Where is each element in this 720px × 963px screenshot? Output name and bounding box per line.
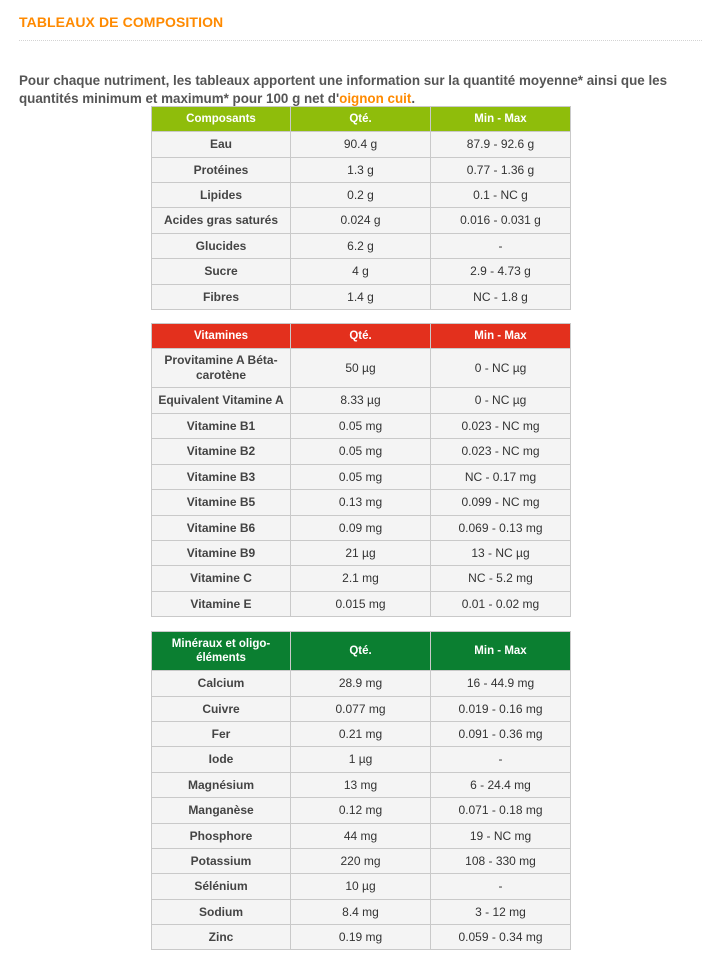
table-row (152, 925, 571, 950)
nutrient-name: Glucides (152, 234, 291, 259)
nutrient-min-max: 19 - NC mg (431, 824, 571, 849)
table-row (152, 541, 571, 566)
section-title: TABLEAUX DE COMPOSITION (19, 14, 224, 30)
nutrient-min-max: 0.023 - NC mg (431, 439, 571, 465)
table-row (152, 208, 571, 234)
nutrient-min-max: 2.9 - 4.73 g (431, 259, 571, 285)
nutrient-name: Vitamine E (152, 592, 291, 617)
nutrient-qty: 28.9 mg (291, 671, 431, 697)
table-row (152, 158, 571, 183)
table-row (152, 414, 571, 439)
table-row (152, 849, 571, 874)
nutrient-name: Vitamine B3 (152, 465, 291, 490)
composants-table (151, 106, 571, 310)
nutrient-qty: 44 mg (291, 824, 431, 849)
nutrient-min-max: 0 - NC µg (431, 349, 571, 388)
header-min-max: Min - Max (431, 107, 571, 132)
header-mineraux: Minéraux et oligo-éléments (152, 632, 291, 671)
table-row (152, 722, 571, 747)
nutrient-name: Vitamine B2 (152, 439, 291, 465)
table-row (152, 516, 571, 541)
nutrient-name: Vitamine B5 (152, 490, 291, 516)
table-row (152, 285, 571, 310)
table-row (152, 671, 571, 697)
title-divider (19, 40, 702, 41)
food-link[interactable]: oignon cuit (339, 91, 412, 107)
nutrient-name: Eau (152, 132, 291, 158)
nutrient-name: Vitamine C (152, 566, 291, 592)
nutrient-name: Manganèse (152, 798, 291, 824)
table-row (152, 900, 571, 925)
table-row (152, 132, 571, 158)
nutrient-min-max: 0.019 - 0.16 mg (431, 697, 571, 722)
nutrient-name: Sélénium (152, 874, 291, 900)
vitamines-table (151, 323, 571, 617)
nutrient-name: Sucre (152, 259, 291, 285)
header-min-max: Min - Max (431, 632, 571, 671)
nutrient-min-max: - (431, 234, 571, 259)
table-row (152, 697, 571, 722)
nutrient-name: Phosphore (152, 824, 291, 849)
table-header-row (152, 107, 571, 132)
table-row (152, 747, 571, 773)
table-row (152, 773, 571, 798)
mineraux-table (151, 631, 571, 950)
nutrient-min-max: 13 - NC µg (431, 541, 571, 566)
nutrient-qty: 4 g (291, 259, 431, 285)
nutrient-name: Vitamine B6 (152, 516, 291, 541)
nutrient-name: Lipides (152, 183, 291, 208)
nutrient-qty: 0.05 mg (291, 414, 431, 439)
nutrient-name: Provitamine A Béta-carotène (152, 349, 291, 388)
nutrient-qty: 0.13 mg (291, 490, 431, 516)
nutrient-min-max: NC - 5.2 mg (431, 566, 571, 592)
nutrient-name: Magnésium (152, 773, 291, 798)
table-row (152, 388, 571, 414)
nutrient-qty: 1.4 g (291, 285, 431, 310)
nutrient-name: Vitamine B9 (152, 541, 291, 566)
nutrient-name: Cuivre (152, 697, 291, 722)
header-min-max: Min - Max (431, 324, 571, 349)
intro-text: Pour chaque nutriment, les tableaux apportent une information sur la quantité moyenne* ainsi que les quantités minimum et maximum* pour 100 g net d' (19, 73, 668, 107)
nutrient-name: Vitamine B1 (152, 414, 291, 439)
nutrient-name: Protéines (152, 158, 291, 183)
nutrient-min-max: - (431, 874, 571, 900)
nutrient-min-max: 16 - 44.9 mg (431, 671, 571, 697)
nutrient-min-max: - (431, 747, 571, 773)
table-row (152, 592, 571, 617)
nutrient-name: Iode (152, 747, 291, 773)
nutrient-qty: 0.19 mg (291, 925, 431, 950)
nutrient-min-max: 6 - 24.4 mg (431, 773, 571, 798)
nutrient-name: Fer (152, 722, 291, 747)
table-row (152, 349, 571, 388)
table-row (152, 824, 571, 849)
nutrient-qty: 220 mg (291, 849, 431, 874)
header-qty: Qté. (291, 632, 431, 671)
nutrient-qty: 50 µg (291, 349, 431, 388)
nutrient-qty: 2.1 mg (291, 566, 431, 592)
nutrient-min-max: 0.01 - 0.02 mg (431, 592, 571, 617)
nutrient-qty: 0.077 mg (291, 697, 431, 722)
nutrient-min-max: 0.069 - 0.13 mg (431, 516, 571, 541)
nutrient-min-max: 0.77 - 1.36 g (431, 158, 571, 183)
nutrient-name: Zinc (152, 925, 291, 950)
table-row (152, 490, 571, 516)
nutrient-name: Fibres (152, 285, 291, 310)
nutrient-min-max: 0.099 - NC mg (431, 490, 571, 516)
nutrient-qty: 0.024 g (291, 208, 431, 234)
table-row (152, 439, 571, 465)
nutrient-name: Sodium (152, 900, 291, 925)
nutrient-qty: 1.3 g (291, 158, 431, 183)
nutrient-name: Equivalent Vitamine A (152, 388, 291, 414)
nutrient-min-max: 3 - 12 mg (431, 900, 571, 925)
table-row (152, 259, 571, 285)
nutrient-qty: 0.015 mg (291, 592, 431, 617)
table-row (152, 234, 571, 259)
nutrient-qty: 8.33 µg (291, 388, 431, 414)
nutrient-min-max: 0.023 - NC mg (431, 414, 571, 439)
table-row (152, 566, 571, 592)
header-vitamines: Vitamines (152, 324, 291, 349)
nutrient-qty: 0.05 mg (291, 465, 431, 490)
nutrient-qty: 0.21 mg (291, 722, 431, 747)
table-row (152, 465, 571, 490)
nutrient-name: Calcium (152, 671, 291, 697)
table-row (152, 874, 571, 900)
nutrient-min-max: NC - 1.8 g (431, 285, 571, 310)
nutrient-min-max: 0.091 - 0.36 mg (431, 722, 571, 747)
nutrient-qty: 8.4 mg (291, 900, 431, 925)
nutrient-min-max: 87.9 - 92.6 g (431, 132, 571, 158)
nutrient-qty: 10 µg (291, 874, 431, 900)
table-header-row (152, 324, 571, 349)
table-header-row (152, 632, 571, 671)
header-qty: Qté. (291, 324, 431, 349)
nutrient-min-max: 108 - 330 mg (431, 849, 571, 874)
nutrient-min-max: 0 - NC µg (431, 388, 571, 414)
nutrient-qty: 0.12 mg (291, 798, 431, 824)
nutrient-qty: 1 µg (291, 747, 431, 773)
nutrient-name: Acides gras saturés (152, 208, 291, 234)
nutrient-min-max: 0.1 - NC g (431, 183, 571, 208)
nutrient-qty: 0.2 g (291, 183, 431, 208)
nutrient-qty: 0.05 mg (291, 439, 431, 465)
nutrient-min-max: 0.059 - 0.34 mg (431, 925, 571, 950)
table-row (152, 798, 571, 824)
table-row (152, 183, 571, 208)
header-qty: Qté. (291, 107, 431, 132)
nutrient-qty: 6.2 g (291, 234, 431, 259)
nutrient-min-max: 0.071 - 0.18 mg (431, 798, 571, 824)
intro-text-end: . (411, 91, 416, 107)
nutrient-qty: 0.09 mg (291, 516, 431, 541)
nutrient-min-max: 0.016 - 0.031 g (431, 208, 571, 234)
nutrient-qty: 90.4 g (291, 132, 431, 158)
nutrient-qty: 13 mg (291, 773, 431, 798)
nutrient-min-max: NC - 0.17 mg (431, 465, 571, 490)
nutrient-qty: 21 µg (291, 541, 431, 566)
header-composants: Composants (152, 107, 291, 132)
intro-paragraph (19, 72, 719, 108)
nutrient-name: Potassium (152, 849, 291, 874)
